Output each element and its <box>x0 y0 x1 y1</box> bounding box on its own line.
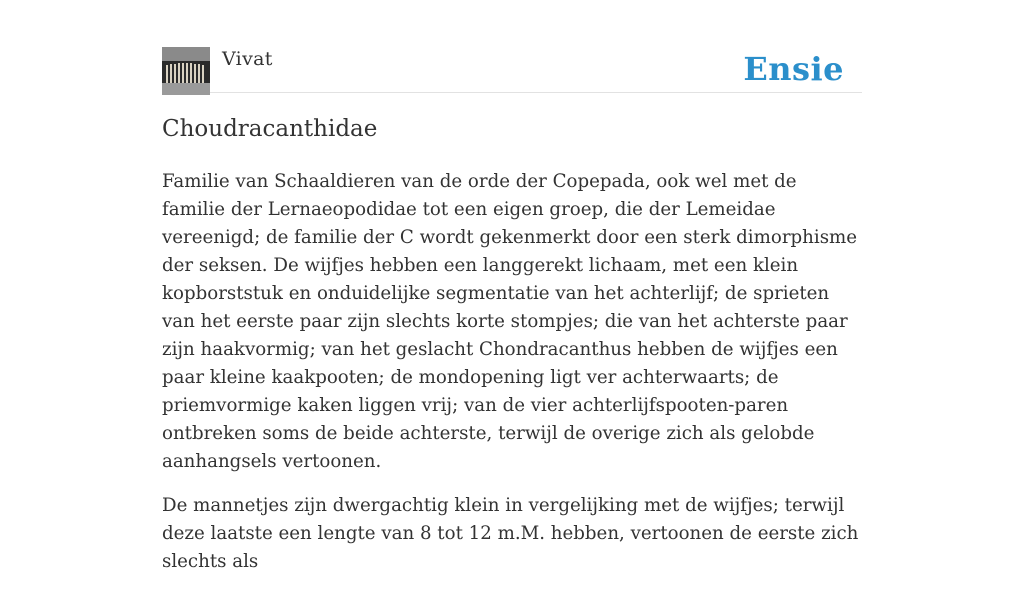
page-title: Choudracanthidae <box>162 116 378 142</box>
avatar-image <box>162 47 210 95</box>
article-body <box>162 168 862 592</box>
book-spines-avatar-icon[interactable] <box>162 47 210 95</box>
brand-logo[interactable]: Ensie <box>743 50 844 88</box>
source-name[interactable]: Vivat <box>222 48 273 70</box>
article-paragraph: De mannetjes zijn dwergachtig klein in vergelijking met de wijfjes; terwijl deze laatste een lengte van 8 tot 12 m.M. hebben, vertoonen de eerste zich slechts als <box>162 495 859 572</box>
article-paragraph: Familie van Schaaldieren van de orde der Copepada, ook wel met de familie der Lernaeopodidae tot een eigen groep, die der Lemeidae vereenigd; de familie der C wordt gekenmerkt door een sterk dimorphisme der seksen. De wijfjes hebben een langgerekt lichaam, met een klein kopborststuk en onduidelijke segmentatie van het achterlijf; de sprieten van het eerste paar zijn slechts korte stompjes; die van het achterste paar zijn haakvormig; van het geslacht Chondracanthus hebben de wijfjes een paar kleine kaakpooten; de mondopening ligt ver achterwaarts; de priemvormige kaken liggen vrij; van de vier achterlijfspooten-paren ontbreken soms de beide achterste, terwijl de overige zich als gelobde aanhangsels vertoonen. <box>162 171 858 472</box>
header <box>162 46 862 93</box>
